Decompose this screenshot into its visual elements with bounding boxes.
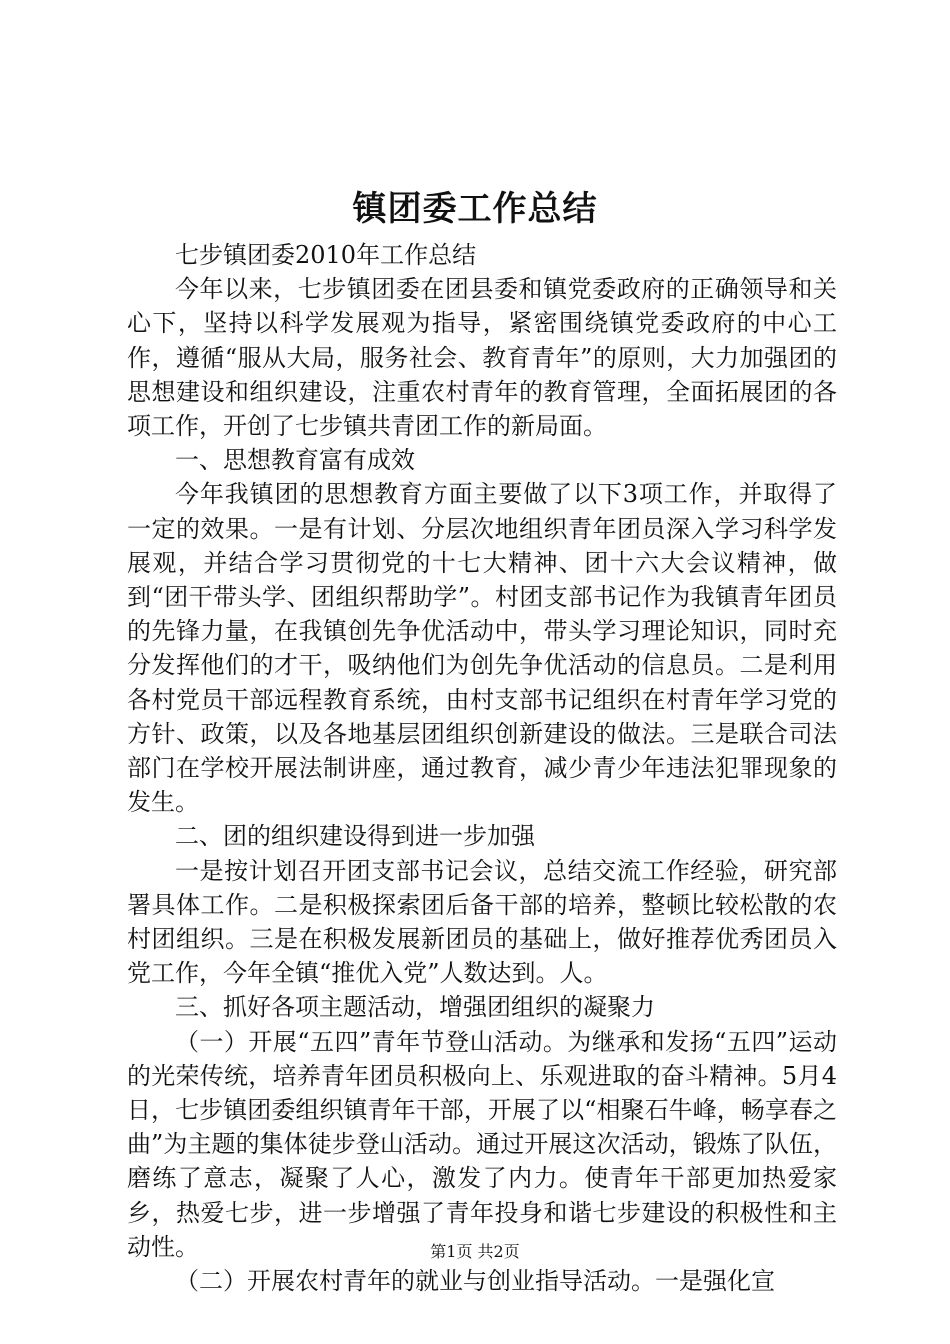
paragraph-section-3-item-1: （一）开展“五四”青年节登山活动。为继承和发扬“五四”运动的光荣传统，培养青年团员积极向上、乐观进取的奋斗精神。5月4日，七步镇团委组织镇青年干部，开展了以“相聚石牛峰，畅享春之曲”为主题的集体徒步登山活动。通过开展这次活动，锻炼了队伍，磨练了意志，凝聚了人心，激发了内力。使青年干部更加热爱家乡，热爱七步，进一步增强了青年投身和谐七步建设的积极性和主动性。 bbox=[127, 1027, 837, 1261]
paragraph-section-1: 今年我镇团的思想教育方面主要做了以下3项工作，并取得了一定的效果。一是有计划、分层次地组织青年团员深入学习科学发展观，并结合学习贯彻党的十七大精神、团十六大会议精神，做到“团干带头学、团组织帮助学”。村团支部书记作为我镇青年团员的先锋力量，在我镇创先争优活动中，带头学习理论知识，同时充分发挥他们的才干，吸纳他们为创先争优活动的信息员。二是利用各村党员干部远程教育系统，由村支部书记组织在村青年学习党的方针、政策，以及各地基层团组织创新建设的做法。三是联合司法部门在学校开展法制讲座，通过教育，减少青少年违法犯罪现象的发生。 bbox=[127, 480, 837, 817]
section-heading-3: 三、抓好各项主题活动，增强团组织的凝聚力 bbox=[175, 993, 655, 1022]
paragraph-section-3-item-2: （二）开展农村青年的就业与创业指导活动。一是强化宣 bbox=[175, 1267, 775, 1296]
paragraph-intro: 今年以来，七步镇团委在团县委和镇党委政府的正确领导和关心下，坚持以科学发展观为指导，紧密围绕镇党委政府的中心工作，遵循“服从大局，服务社会、教育青年”的原则，大力加强团的思想建设和组织建设，注重农村青年的教育管理，全面拓展团的各项工作，开创了七步镇共青团工作的新局面。 bbox=[127, 275, 837, 441]
document-title: 镇团委工作总结 bbox=[352, 189, 598, 229]
paragraph-subtitle: 七步镇团委2010年工作总结 bbox=[175, 241, 477, 269]
paragraph-section-2: 一是按计划召开团支部书记会议，总结交流工作经验，研究部署具体工作。二是积极探索团后备干部的培养，整顿比较松散的农村团组织。三是在积极发展新团员的基础上，做好推荐优秀团员入党工作，今年全镇“推优入党”人数达到。人。 bbox=[127, 856, 837, 988]
section-heading-2: 二、团的组织建设得到进一步加强 bbox=[175, 822, 535, 851]
document-body bbox=[127, 238, 837, 1298]
page-footer: 第1页 共2页 bbox=[430, 1242, 520, 1261]
section-heading-1: 一、思想教育富有成效 bbox=[175, 446, 415, 475]
